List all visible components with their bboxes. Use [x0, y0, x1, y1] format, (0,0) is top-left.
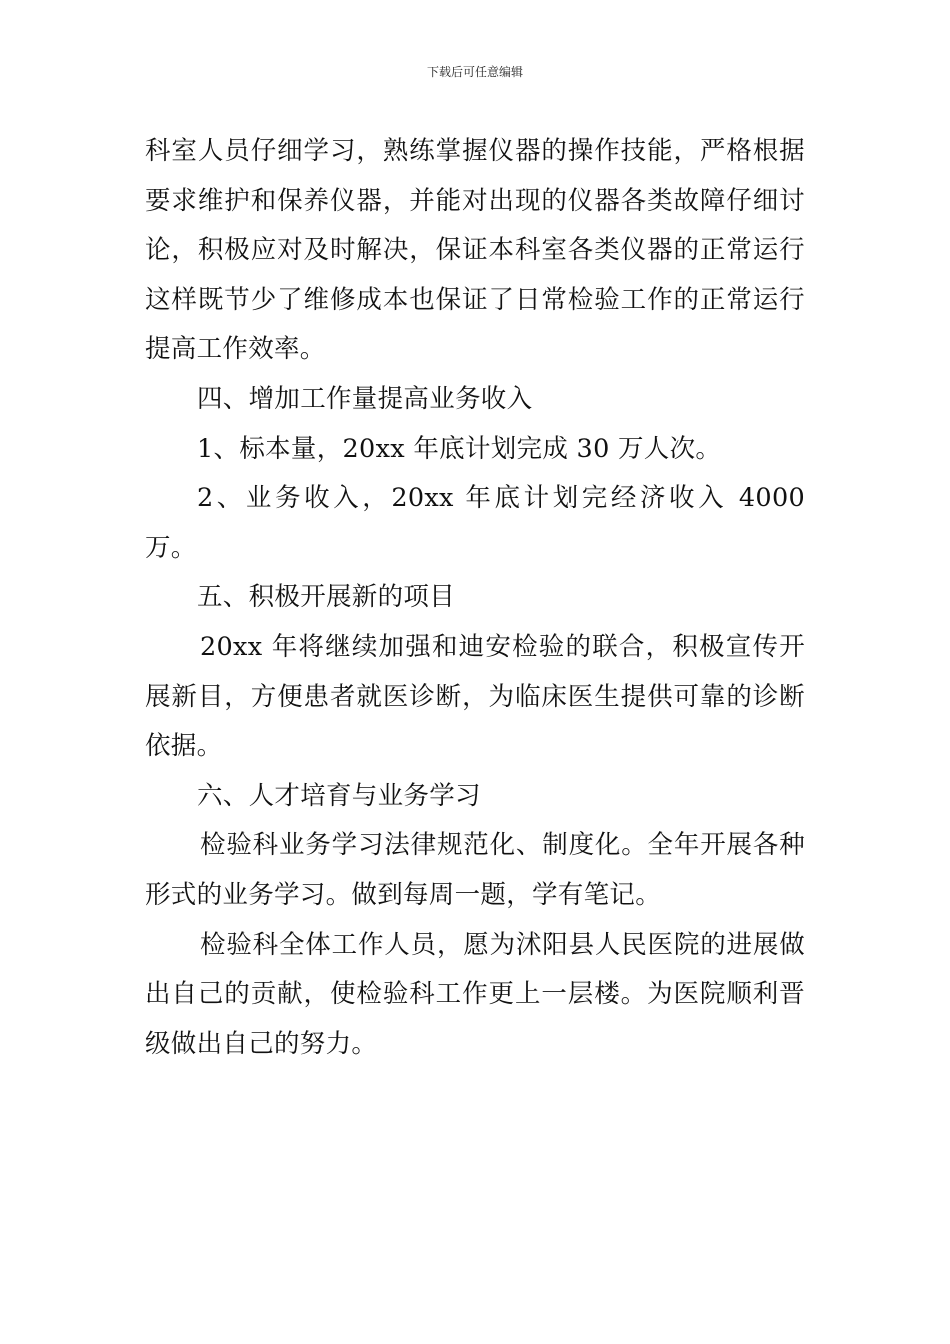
section-heading-four: 四、增加工作量提高业务收入 — [197, 383, 533, 414]
page-header: 下载后可任意编辑 — [426, 65, 523, 79]
paragraph-instrument-maintenance: 科室人员仔细学习，熟练掌握仪器的操作技能，严格根据要求维护和保养仪器，并能对出现的仪器各类故障仔细讨论，积极应对及时解决，保证本科室各类仪器的正常运行这样既节少了维修成本也保证了日常检验工作的正常运行提高工作效率。 — [145, 136, 805, 365]
section-heading-five: 五、积极开展新的项目 — [197, 582, 456, 613]
paragraph-new-projects: 20xx 年将继续加强和迪安检验的联合，积极宣传开展新目，方便患者就医诊断，为临床医生提供可靠的诊断依据。 — [145, 631, 805, 762]
list-item-business-income: 2、业务收入，20xx 年底计划完经济收入 4000 万。 — [145, 483, 805, 563]
section-heading-six: 六、人才培育与业务学习 — [197, 780, 481, 811]
document-body — [145, 127, 805, 1069]
paragraph-closing: 检验科全体工作人员，愿为沭阳县人民医院的进展做出自己的贡献，使检验科工作更上一层楼。为医院顺利晋级做出自己的努力。 — [145, 929, 805, 1059]
list-item-specimen-volume: 1、标本量，20xx 年底计划完成 30 万人次。 — [197, 433, 722, 464]
paragraph-business-study: 检验科业务学习法律规范化、制度化。全年开展各种形式的业务学习。做到每周一题，学有笔记。 — [145, 830, 805, 910]
